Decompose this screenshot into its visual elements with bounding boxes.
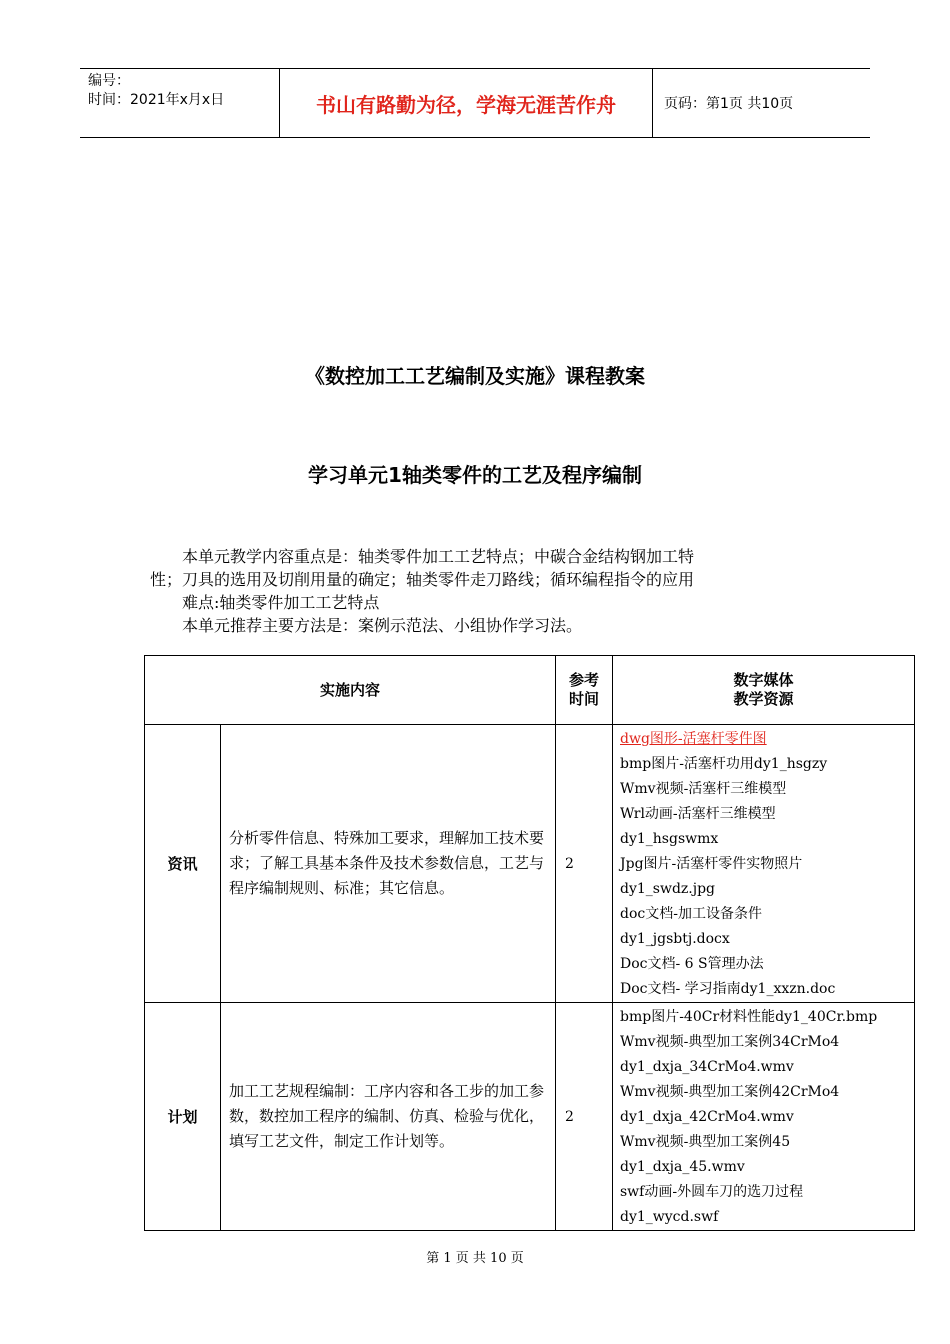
resource-item: dy1_hsgswmx [620,831,719,847]
row-time: 2 [556,725,613,1003]
header-content: 实施内容 [145,656,556,725]
resource-item: Doc文档- 学习指南dy1_xxzn.doc [620,981,836,997]
row-description: 加工工艺规程编制：工序内容和各工步的加工参数，数控加工程序的编制、仿真、检验与优化，填写工艺文件，制定工作计划等。 [221,1003,556,1231]
resource-item: dy1_wycd.swf [620,1209,719,1225]
intro-line: 性；刀具的选用及切削用量的确定；轴类零件走刀路线；循环编程指令的应用 [150,570,695,589]
table-row [145,725,915,1003]
time-label: 时间：2021年x月x日 [88,92,225,108]
header-page-info: 页码：第1页 共10页 [664,96,794,112]
header-meta [80,69,280,137]
resource-item: dy1_dxja_45.wmv [620,1159,745,1175]
page-footer: 第 1 页 共 10 页 [426,1251,524,1266]
row-description: 分析零件信息、特殊加工要求，理解加工技术要求；了解工具基本条件及技术参数信息，工艺与程序编制规则、标准；其它信息。 [221,725,556,1003]
resource-item: bmp图片-40Cr材料性能dy1_40Cr.bmp [620,1009,878,1025]
resource-link[interactable]: dwg图形-活塞杆零件图 [620,731,767,747]
number-label: 编号： [88,73,130,89]
resource-item: dy1_dxja_42CrMo4.wmv [620,1109,794,1125]
lesson-table [144,655,915,1231]
row-time: 2 [556,1003,613,1231]
resource-item: Wmv视频-典型加工案例45 [620,1134,791,1150]
course-title: 《数控加工工艺编制及实施》课程教案 [305,364,645,388]
page-header [80,68,870,138]
resource-item: swf动画-外圆车刀的选刀过程 [620,1184,804,1200]
intro-line: 本单元教学内容重点是：轴类零件加工工艺特点；中碳合金结构钢加工特 [182,547,695,566]
resource-item: Wmv视频-活塞杆三维模型 [620,781,787,797]
intro-line: 本单元推荐主要方法是：案例示范法、小组协作学习法。 [182,616,583,635]
header-motto: 书山有路勤为径，学海无涯苦作舟 [280,69,653,137]
header-media [613,656,915,725]
header-time-line: 参考 [568,671,599,689]
row-category: 计划 [145,1003,221,1231]
header-time [556,656,613,725]
unit-title: 学习单元1轴类零件的工艺及程序编制 [308,463,642,487]
row-resources [613,725,915,1003]
table-header-row [145,656,915,725]
resource-item: Jpg图片-活塞杆零件实物照片 [620,856,803,872]
resource-item: dy1_swdz.jpg [620,881,715,897]
header-time-line: 时间 [568,690,599,708]
resource-item: dy1_jgsbtj.docx [620,931,730,947]
header-media-line: 数字媒体 [733,671,794,689]
row-category: 资讯 [145,725,221,1003]
resource-item: Wmv视频-典型加工案例42CrMo4 [620,1084,840,1100]
intro-paragraph [150,545,820,637]
resource-item: Doc文档- 6 S管理办法 [620,956,764,972]
header-media-line: 教学资源 [733,690,794,708]
resource-item: Wrl动画-活塞杆三维模型 [620,806,776,822]
resource-item: bmp图片-活塞杆功用dy1_hsgzy [620,756,828,772]
intro-line: 难点:轴类零件加工工艺特点 [182,593,380,612]
resource-item: dy1_dxja_34CrMo4.wmv [620,1059,794,1075]
resource-item: Wmv视频-典型加工案例34CrMo4 [620,1034,840,1050]
resource-item: doc文档-加工设备条件 [620,906,762,922]
table-row [145,1003,915,1231]
row-resources [613,1003,915,1231]
